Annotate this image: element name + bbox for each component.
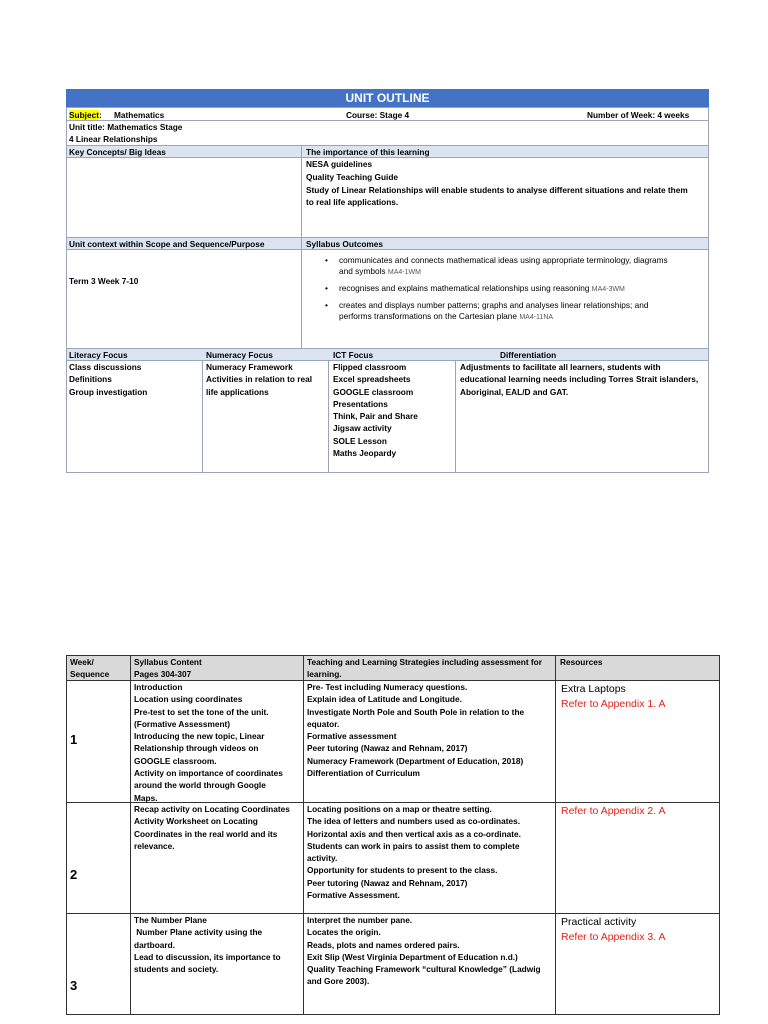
syllabus-content-cell: The Number Plane Number Plane activity using the dartboard. Lead to discussion, its importance to students and society. [134,915,281,975]
strategies-cell: Locating positions on a map or theatre setting. The idea of letters and numbers used as co-ordinates. Horizontal axis and then vertical axis as a co-ordinate. Students can work in pairs to assist them to complete activity. Opportunity for students to present to the class. Peer tutoring (Nawaz and Rehnam, 2017) Formative Assessment. [307,804,521,901]
ict-list [333,361,418,459]
week-number: 2 [70,867,78,882]
list-item: GOOGLE classroom [333,386,414,397]
outcome-item: • communicates and connects mathematical ideas using appropriate terminology, diagrams and symbols MA4-1WM [325,255,668,276]
unit-title-line1: Unit title: Mathematics Stage [69,122,183,132]
list-item: Presentations [333,398,388,409]
unit-title-line2: 4 Linear Relationships [69,134,158,144]
resources-cell [561,915,666,944]
resource-text: Practical activity [561,916,637,928]
week-sequence-header: Week/ Sequence [70,657,110,679]
focus-header-band [66,348,709,360]
lesson-sequence-table [66,655,720,1015]
week-number: 1 [70,732,78,747]
syllabus-content-header: Syllabus Content Pages 304-307 [134,657,202,679]
list-item: Maths Jeopardy [333,448,397,459]
resources-cell [561,682,666,711]
list-item: life applications [206,386,269,397]
outcomes-header: Syllabus Outcomes [306,239,384,249]
appendix-reference: Refer to Appendix 2. A [561,805,666,817]
context-value: Term 3 Week 7-10 [69,276,139,286]
list-item: Excel spreadsheets [333,374,411,385]
subject-field: Subject: [69,110,102,120]
list-item: Jigsaw activity [333,423,392,434]
unit-outline-table [66,89,709,473]
importance-header: The importance of this learning [306,147,430,157]
differentiation-text: Adjustments to facilitate all learners, students with educational learning needs including Torres Strait islanders, Aboriginal, EAL/D and GAT. [460,362,699,397]
outcome-item: • recognises and explains mathematical relationships using reasoning MA4-3WM [325,283,625,293]
list-item: Class discussions [69,362,142,372]
strategies-header: Teaching and Learning Strategies including assessment for learning. [307,657,542,679]
literacy-list [69,361,147,398]
strategies-cell: Pre- Test including Numeracy questions. Explain idea of Latitude and Longitude. Investigate North Pole and South Pole in relation to the equator. Formative assessment Peer tutoring (Nawaz and Rehnam, 2017) Numeracy Framework (Department of Education, 2018) Differentiation of Curriculum [307,682,525,779]
resources-header: Resources [560,657,603,667]
list-item: SOLE Lesson [333,435,387,446]
importance-line: Quality Teaching Guide [306,172,399,182]
literacy-focus-header: Literacy Focus [69,350,128,360]
outcome-item: • creates and displays number patterns; graphs and analyses linear relationships; and performs transformations on the Cartesian plane MA4-11NA [325,300,649,321]
context-header: Unit context within Scope and Sequence/Purpose [69,239,265,249]
list-item: Activities in relation to real [206,374,313,385]
ict-focus-header: ICT Focus [333,350,374,360]
subject-value: Mathematics [114,110,165,120]
key-concepts-header: Key Concepts/ Big Ideas [69,147,166,157]
list-item: Think, Pair and Share [333,411,418,422]
unit-outline-title: UNIT OUTLINE [66,89,709,107]
strategies-cell: Interpret the number pane. Locates the origin. Reads, plots and names ordered pairs. Exit Slip (West Virginia Department of Education n.d.) Quality Teaching Framework “cultural Knowledge” (Ladwig and Gore 2003). [307,915,541,987]
appendix-reference: Refer to Appendix 3. A [561,930,666,943]
subject-label: Subject [69,110,99,120]
resource-text: Extra Laptops [561,683,626,695]
weeks-value: Number of Week: 4 weeks [587,110,690,120]
differentiation-header: Differentiation [500,350,557,360]
course-value: Course: Stage 4 [346,110,410,120]
list-item: Numeracy Framework [206,362,293,372]
appendix-reference: Refer to Appendix 1. A [561,697,666,710]
list-item: Group investigation [69,386,148,397]
list-item: Definitions [69,374,112,385]
numeracy-focus-header: Numeracy Focus [206,350,273,360]
resources-cell [561,804,666,819]
syllabus-content-cell: Recap activity on Locating Coordinates Activity Worksheet on Locating Coordinates in the real world and its relevance. [134,804,290,851]
importance-line: NESA guidelines [306,159,373,169]
list-item: Flipped classroom [333,362,407,372]
importance-line: to real life applications. [306,197,399,207]
syllabus-content-cell: Introduction Location using coordinates Pre-test to set the tone of the unit. (Formative Assessment) Introducing the new topic, Linear Relationship through videos on GOOGLE classroom. Activity on importance of coordinates around the world through Google Maps. [134,682,283,803]
importance-line: Study of Linear Relationships will enable students to analyse different situations and relate them [306,185,688,195]
numeracy-list [206,361,312,398]
week-number: 3 [70,978,78,993]
